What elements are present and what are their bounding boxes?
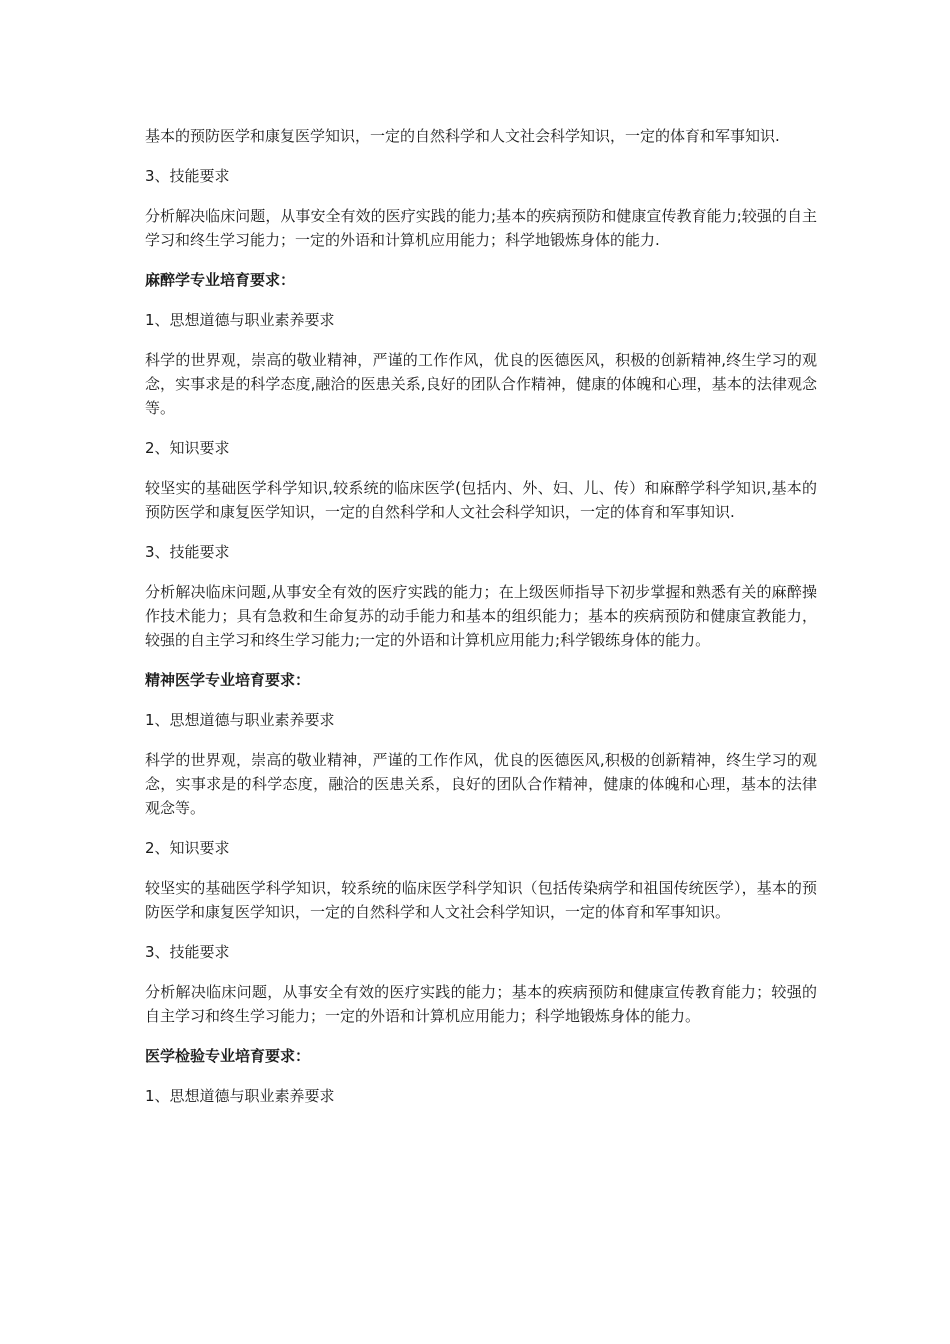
paragraph: 分析解决临床问题，从事安全有效的医疗实践的能力;基本的疾病预防和健康宣传教育能力;较强的自主学习和终生学习能力；一定的外语和计算机应用能力；科学地锻炼身体的能力.	[145, 207, 817, 249]
subheading: 2、知识要求	[145, 839, 230, 857]
paragraph: 科学的世界观，崇高的敬业精神，严谨的工作作风，优良的医德医风,积极的创新精神，终生学习的观念，实事求是的科学态度，融洽的医患关系，良好的团队合作精神，健康的体魄和心理，基本的法律观念等。	[145, 751, 817, 817]
subheading: 2、知识要求	[145, 439, 230, 457]
subheading: 1、思想道德与职业素养要求	[145, 1087, 335, 1105]
subheading: 1、思想道德与职业素养要求	[145, 311, 335, 329]
paragraph: 科学的世界观，崇高的敬业精神，严谨的工作作风，优良的医德医风，积极的创新精神,终生学习的观念，实事求是的科学态度,融洽的医患关系,良好的团队合作精神，健康的体魄和心理，基本的法律观念等。	[145, 351, 817, 417]
subheading: 1、思想道德与职业素养要求	[145, 711, 335, 729]
section-heading: 麻醉学专业培育要求：	[145, 271, 296, 289]
paragraph: 较坚实的基础医学科学知识,较系统的临床医学(包括内、外、妇、儿、传）和麻醉学科学知识,基本的预防医学和康复医学知识，一定的自然科学和人文社会科学知识，一定的体育和军事知识.	[145, 479, 817, 521]
document-page	[145, 124, 817, 1124]
subheading: 3、技能要求	[145, 167, 230, 185]
section-heading: 精神医学专业培育要求：	[145, 671, 311, 689]
paragraph: 较坚实的基础医学科学知识，较系统的临床医学科学知识（包括传染病学和祖国传统医学），基本的预防医学和康复医学知识，一定的自然科学和人文社会科学知识，一定的体育和军事知识。	[145, 879, 817, 921]
subheading: 3、技能要求	[145, 943, 230, 961]
paragraph: 基本的预防医学和康复医学知识，一定的自然科学和人文社会科学知识，一定的体育和军事知识.	[145, 127, 780, 145]
paragraph: 分析解决临床问题,从事安全有效的医疗实践的能力；在上级医师指导下初步掌握和熟悉有关的麻醉操作技术能力；具有急救和生命复苏的动手能力和基本的组织能力；基本的疾病预防和健康宣教能力，较强的自主学习和终生学习能力;一定的外语和计算机应用能力;科学锻练身体的能力。	[145, 583, 817, 649]
paragraph: 分析解决临床问题，从事安全有效的医疗实践的能力；基本的疾病预防和健康宣传教育能力；较强的自主学习和终生学习能力；一定的外语和计算机应用能力；科学地锻炼身体的能力。	[145, 983, 817, 1025]
section-heading: 医学检验专业培育要求：	[145, 1047, 311, 1065]
subheading: 3、技能要求	[145, 543, 230, 561]
